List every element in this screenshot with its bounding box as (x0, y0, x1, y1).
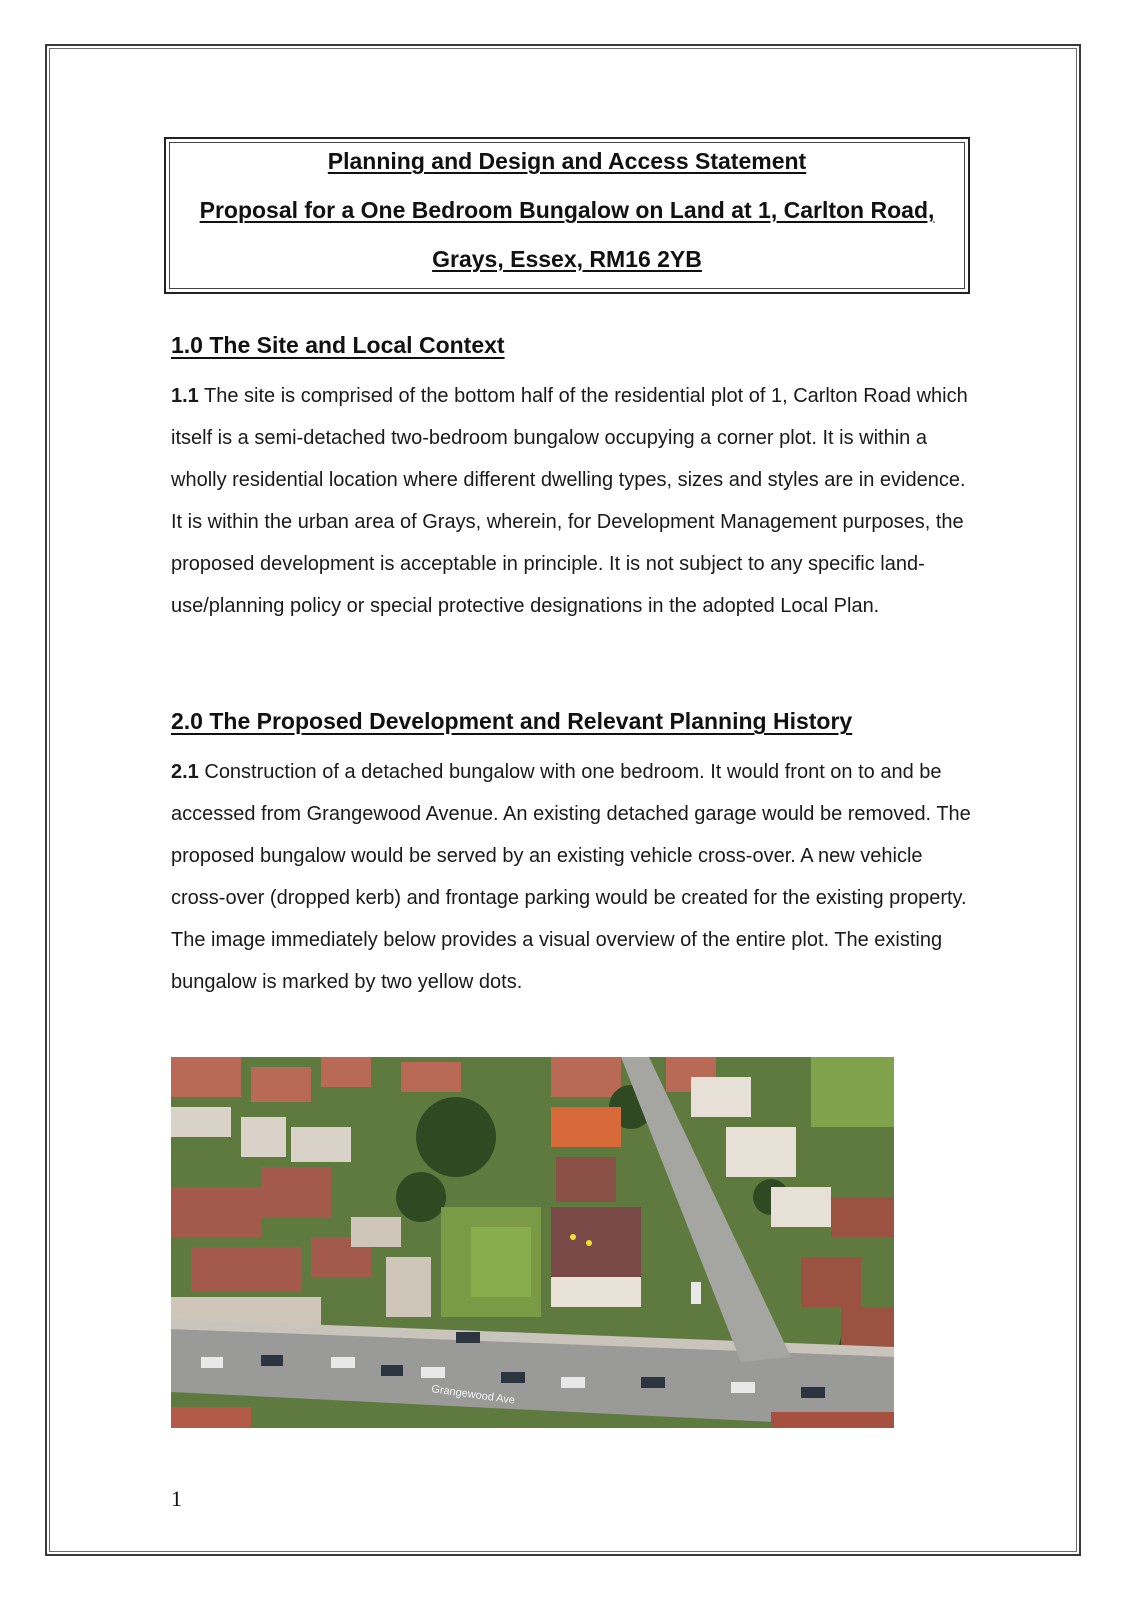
page-number: 1 (171, 1486, 182, 1511)
paragraph-1-1 (171, 375, 971, 627)
section-heading-proposed-development: 2.0 The Proposed Development and Relevant Planning History (171, 708, 853, 734)
document-subtitle-line2: Grays, Essex, RM16 2YB (432, 246, 702, 272)
aerial-photo-illustration (171, 1057, 894, 1428)
paragraph-2-1 (171, 751, 971, 1003)
street-label: Grangewood Ave (430, 1383, 516, 1407)
title-box (164, 137, 970, 294)
document-subtitle-line1: Proposal for a One Bedroom Bungalow on Land at 1, Carlton Road, (199, 197, 935, 223)
section-heading-site-context: 1.0 The Site and Local Context (171, 332, 505, 358)
paragraph-text: Construction of a detached bungalow with one bedroom. It would front on to and be accessed from Grangewood Avenue. An existing detached garage would be removed. The proposed bungalow would be served by an existing vehicle cross-over. A new vehicle cross-over (dropped kerb) and frontage parking would be created for the existing property. The image immediately below provides a visual overview of the entire plot. The existing bungalow is marked by two yellow dots. (171, 761, 971, 993)
paragraph-text: The site is comprised of the bottom half of the residential plot of 1, Carlton Road which itself is a semi-detached two-bedroom bungalow occupying a corner plot. It is within a wholly residential location where different dwelling types, sizes and styles are in evidence. It is within the urban area of Grays, wherein, for Development Management purposes, the proposed development is acceptable in principle. It is not subject to any specific land-use/planning policy or special protective designations in the adopted Local Plan. (171, 385, 968, 617)
paragraph-number: 1.1 (171, 385, 199, 407)
paragraph-number: 2.1 (171, 761, 199, 783)
aerial-site-photo (171, 1057, 894, 1428)
document-title: Planning and Design and Access Statement (327, 148, 807, 174)
